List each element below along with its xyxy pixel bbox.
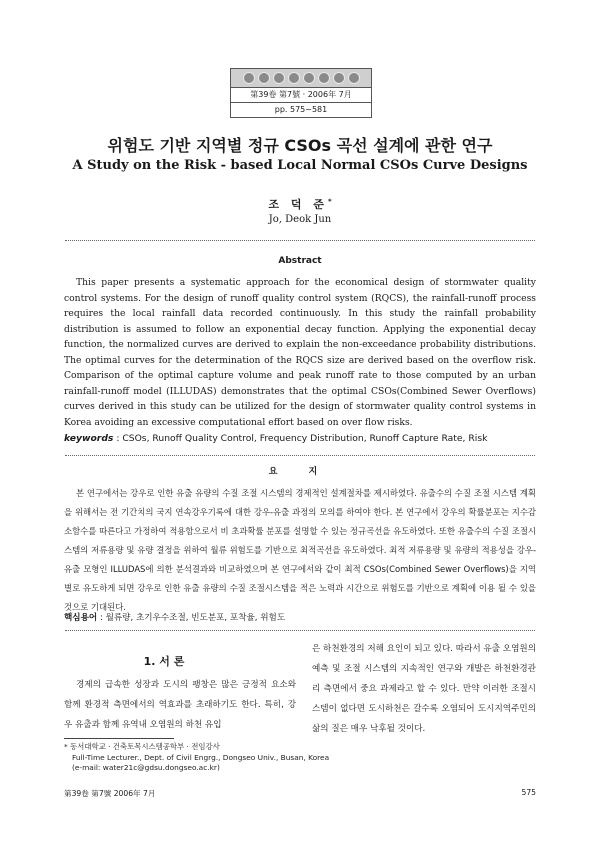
abstract-text: This paper presents a systematic approach for the economical design of stormwater quality control systems. For the design of runoff quality control system (RQCS), the rainfall-runoff process requires the local rainfall data recorded continuously. In this study the rainfall probability distribution is assumed to follow an exponential decay function. Applying the exponential decay function, the normalized curves are derived to explain the non-exceedance probability distributions. The optimal curves for the determination of the RQCS size are derived based on the overflow risk. Comparison of the optimal capture volume and peak runoff rate to those computed by an urban rainfall-runoff model (ILLUDAS) demonstrates that the optimal CSOs(Combined Sewer Overflows) curves derived in this study can be utilized for the design of stormwater quality control systems in Korea avoiding an excessive computational effort based on over flow risks. [64, 277, 536, 428]
journal-header-box [230, 68, 372, 118]
footnote-affiliation-ko: * 동서대학교 · 건축토목시스템공학부 · 전임강사 [64, 742, 220, 751]
title-korean: 위험도 기반 지역별 정규 CSOs 곡선 설계에 관한 연구 [107, 136, 493, 155]
yoji-heading: 요 지 [268, 467, 332, 477]
keywords-line [64, 433, 536, 444]
keywords-list: : CSOs, Runoff Quality Control, Frequency Distribution, Runoff Capture Rate, Risk [116, 433, 488, 444]
footer-journal-issue: 第39卷 第7號 2006年 7月 [64, 789, 156, 798]
korean-keywords-line [64, 611, 536, 623]
section-1-right-column: 은 하천환경의 저해 요인이 되고 있다. 따라서 유출 오염원의 예측 및 조절 시스템의 지속적인 연구와 개발은 하천환경관리 측면에서 중요 과제라고 할 수 있다. 만약 이러한 조절시스템이 없다면 도시하천은 갈수록 오염되어 도시지역주민의 삶의 질은 매우 낙후될 것이다. [312, 644, 536, 734]
keywords-label: keywords [64, 433, 114, 444]
divider-dotted [65, 630, 535, 631]
author-english: Jo, Deok Jun [268, 214, 332, 225]
footer-page-number: 575 [521, 788, 536, 797]
title-english: A Study on the Risk - based Local Normal CSOs Curve Designs [72, 158, 528, 173]
korean-keywords-list: : 월류량, 초기우수조절, 빈도분포, 포착율, 위험도 [99, 613, 286, 623]
divider-dotted [65, 455, 535, 456]
korean-keywords-label: 핵심용어 [64, 613, 98, 623]
author-korean [0, 196, 600, 212]
section-1-title: 1. 서 론 [143, 655, 185, 668]
author-korean-name: 조 덕 준 [268, 198, 328, 211]
footnote-email: (e-mail: water21c@gdsu.dongseo.ac.kr) [72, 763, 220, 772]
section-1-left-column: 경제의 급속한 성장과 도시의 팽창은 많은 긍정적 요소와 함께 환경적 측면에서의 역효과를 초래하기도 한다. 특히, 강우 유출과 함께 유역내 오염원의 하천 유입 [64, 680, 296, 730]
journal-logo-banner [231, 69, 371, 88]
journal-volume-issue: 第39卷 第7號 · 2006年 7月 [231, 88, 371, 103]
author-footnote-mark: * [327, 197, 332, 206]
author-footnote [64, 742, 384, 774]
divider-dotted [65, 240, 535, 241]
journal-pages: pp. 575~581 [274, 105, 328, 114]
footnote-rule [64, 738, 174, 739]
footnote-affiliation-en: Full-Time Lecturer., Dept. of Civil Engrg., Dongseo Univ., Busan, Korea [72, 752, 330, 762]
abstract-heading: Abstract [278, 256, 322, 266]
yoji-text: 본 연구에서는 강우로 인한 유출 유량의 수질 조절 시스템의 경제적인 설계절차를 제시하였다. 유출수의 수질 조절 시스템 계획을 위해서는 전 기간치의 국지 연속강우기록에 대한 강우-유출 과정의 모의를 하여야 한다. 본 연구에서 강우의 확률분포는 지수감소함수를 따른다고 가정하여 적용함으로서 비 초과확률 분포를 설명할 수 있는 정규곡선을 유도하였다. 또한 유출수의 수질 조절시스템의 저류용량 및 유량 결정을 위하여 월류 위험도를 기반으로 최적곡선을 유도하였다. 최적 저류용량 및 유량의 적용성을 강우-유출 모형인 ILLUDAS에 의한 분석결과와 비교하였으며 본 연구에서와 같이 최적 CSOs(Combined Sewer Overflows)을 지역별로 유도하게 되면 강우로 인한 유출 유량의 수질 조절시스템을 적은 노력과 시간으로 위험도를 기반으로 계획에 이용 될 수 있을 것으로 기대된다. [64, 488, 536, 612]
